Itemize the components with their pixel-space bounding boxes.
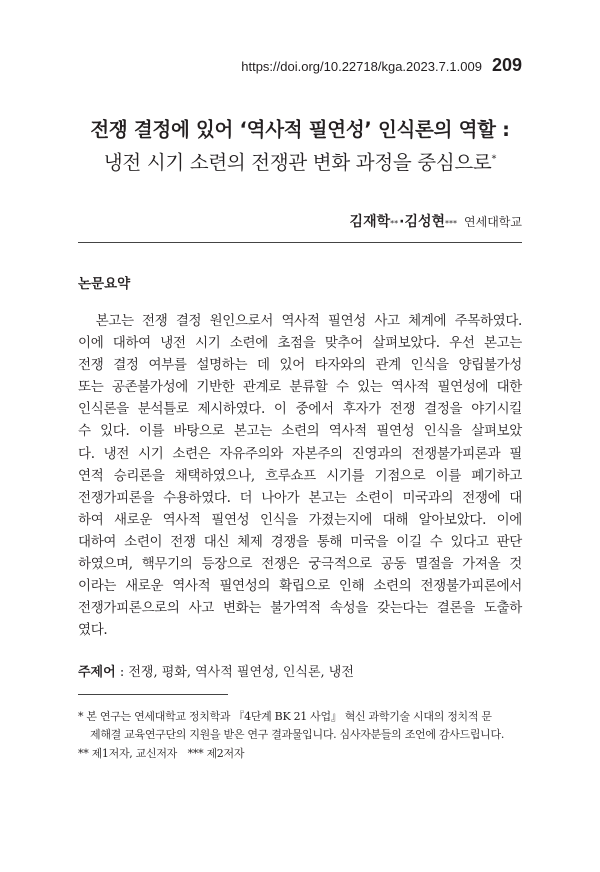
footnote-line: * 본 연구는 연세대학교 정치학과 『4단계 BK 21 사업』 혁신 과학기술 시대의 정치적 문 [78,710,492,723]
subtitle-footnote-mark: * [491,153,497,165]
keywords [78,661,354,680]
subtitle-text: 냉전 시기 소련의 전쟁관 변화 과정을 중심으로 [103,151,492,174]
running-header [241,55,522,76]
abstract-line: 다. 냉전 시기 소련은 자유주의와 자본주의 진영과의 전쟁불가피론과 필 [78,445,522,462]
author-footnote-mark: ** [390,219,399,228]
abstract-line: 이라는 새로운 역사적 필연성의 확립으로 인해 소련의 전쟁불가피론에서 [78,578,522,595]
abstract-line: 인식론을 분석틀로 제시하였다. 이 중에서 후자가 전쟁 결정을 야기시킬 [78,401,522,418]
abstract-heading: 논문요약 [78,276,131,292]
keywords-separator: : [115,665,129,680]
abstract-line: 대하여 소련이 전쟁 대신 체제 경쟁을 통해 미국을 이길 수 있다고 판단 [78,533,522,550]
abstract-line: 전쟁 결정 여부를 설명하는 데 있어 타자와의 관계 인식을 양립불가성 [78,357,522,374]
paper-title: 전쟁 결정에 있어 ‘역사적 필연성’ 인식론의 역할 : [90,118,510,141]
footnote-funding [78,708,522,743]
doi-link[interactable]: https://doi.org/10.22718/kga.2023.7.1.009 [241,59,482,74]
abstract-line: 전쟁가피론으로의 사고 변화는 불가역적 속성을 갖는다는 결론을 도출하 [78,600,522,617]
paper-subtitle [0,147,600,175]
abstract-line: 하였으며, 핵무기의 등장으로 전쟁은 궁극적으로 공동 멸절을 가져올 것 [78,556,522,573]
keywords-label: 주제어 [78,665,116,680]
footnote-authors [78,745,522,763]
abstract-line: 전쟁가피론을 수용하였다. 더 나아가 본고는 소련이 미국과의 전쟁에 대 [78,489,522,506]
abstract-line: 연적 승리론을 채택하였으나, 흐루쇼프 시기를 기점으로 이를 폐기하고 [78,467,522,484]
abstract-line: 본고는 전쟁 결정 원인으로서 역사적 필연성 사고 체계에 주목하였다. [78,313,522,329]
divider [78,242,522,243]
abstract-line: 또는 공존불가성에 기반한 관계로 분류할 수 있는 역사적 필연성에 대한 [78,379,522,396]
author-line [350,211,522,231]
footnote-line: 제해결 교육연구단의 지원을 받은 연구 결과물입니다. 심사자분들의 조언에 감사드립니다. [90,727,505,741]
abstract-body [78,310,522,641]
author-name: 김성현 [404,214,446,230]
abstract-line: 였다. [78,622,108,639]
page-number: 209 [491,55,522,75]
abstract-line: 수 있다. 이를 바탕으로 본고는 소련의 역사적 필연성 인식을 살펴보았 [78,423,522,440]
affiliation: 연세대학교 [464,215,522,229]
author-separator: · [399,214,405,230]
abstract-line: 하여 새로운 역사적 필연성 인식을 가졌는지에 대해 알아보았다. 이에 [78,511,522,528]
footnote-divider [78,694,228,695]
footnote-line: ** 제1저자, 교신저자 *** 제2저자 [78,747,245,760]
author-name: 김재학 [349,214,391,230]
abstract-line: 이에 대하여 냉전 시기 소련에 초점을 맞추어 살펴보았다. 우선 본고는 [78,335,522,352]
author-footnote-mark: *** [445,219,458,228]
keywords-terms: 전쟁, 평화, 역사적 필연성, 인식론, 냉전 [128,665,354,680]
